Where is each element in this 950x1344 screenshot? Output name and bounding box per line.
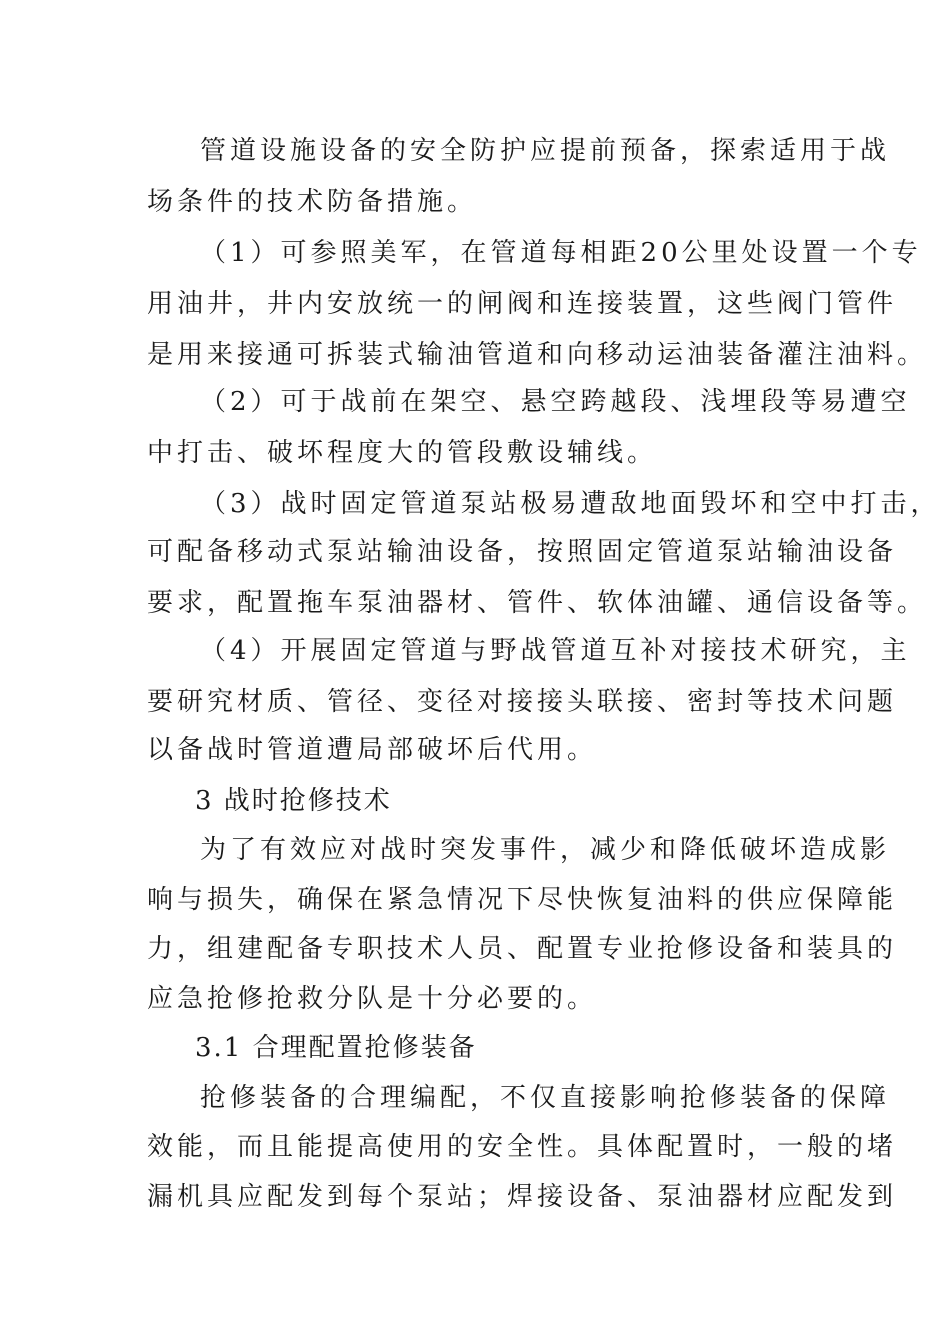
paragraph-line: 用油井，井内安放统一的闸阀和连接装置，这些阀门管件 xyxy=(147,289,898,319)
paragraph-line: 以备战时管道遭局部破坏后代用。 xyxy=(147,735,598,765)
paragraph-line: （4）开展固定管道与野战管道互补对接技术研究，主 xyxy=(200,636,911,666)
paragraph-line: 可配备移动式泵站输油设备，按照固定管道泵站输油设备 xyxy=(147,537,898,567)
paragraph-line: 漏机具应配发到每个泵站；焊接设备、泵油器材应配发到 xyxy=(147,1182,898,1212)
paragraph-line: 要研究材质、管径、变径对接接头联接、密封等技术问题 xyxy=(147,687,898,717)
paragraph-line: 中打击、破坏程度大的管段敷设辅线。 xyxy=(147,438,658,468)
paragraph-line: 抢修装备的合理编配，不仅直接影响抢修装备的保障 xyxy=(200,1083,891,1113)
section-heading: 3 战时抢修技术 xyxy=(195,786,392,816)
paragraph-line: 管道设施设备的安全防护应提前预备，探索适用于战 xyxy=(200,136,891,166)
subsection-heading: 3.1 合理配置抢修装备 xyxy=(195,1033,477,1063)
paragraph-line: （3）战时固定管道泵站极易遭敌地面毁坏和空中打击， xyxy=(200,489,941,519)
paragraph-line: 力，组建配备专职技术人员、配置专业抢修设备和装具的 xyxy=(147,934,898,964)
paragraph-line: 场条件的技术防备措施。 xyxy=(147,187,478,217)
paragraph-line: 为了有效应对战时突发事件，减少和降低破坏造成影 xyxy=(200,835,891,865)
paragraph-line: 效能，而且能提高使用的安全性。具体配置时，一般的堵 xyxy=(147,1132,898,1162)
paragraph-line: （1）可参照美军，在管道每相距20公里处设置一个专 xyxy=(200,238,922,268)
paragraph-line: 是用来接通可拆装式输油管道和向移动运油装备灌注油料。 xyxy=(147,340,928,370)
paragraph-line: 应急抢修抢救分队是十分必要的。 xyxy=(147,984,598,1014)
paragraph-line: （2）可于战前在架空、悬空跨越段、浅埋段等易遭空 xyxy=(200,387,911,417)
paragraph-line: 要求，配置拖车泵油器材、管件、软体油罐、通信设备等。 xyxy=(147,588,928,618)
paragraph-line: 响与损失，确保在紧急情况下尽快恢复油料的供应保障能 xyxy=(147,885,898,915)
